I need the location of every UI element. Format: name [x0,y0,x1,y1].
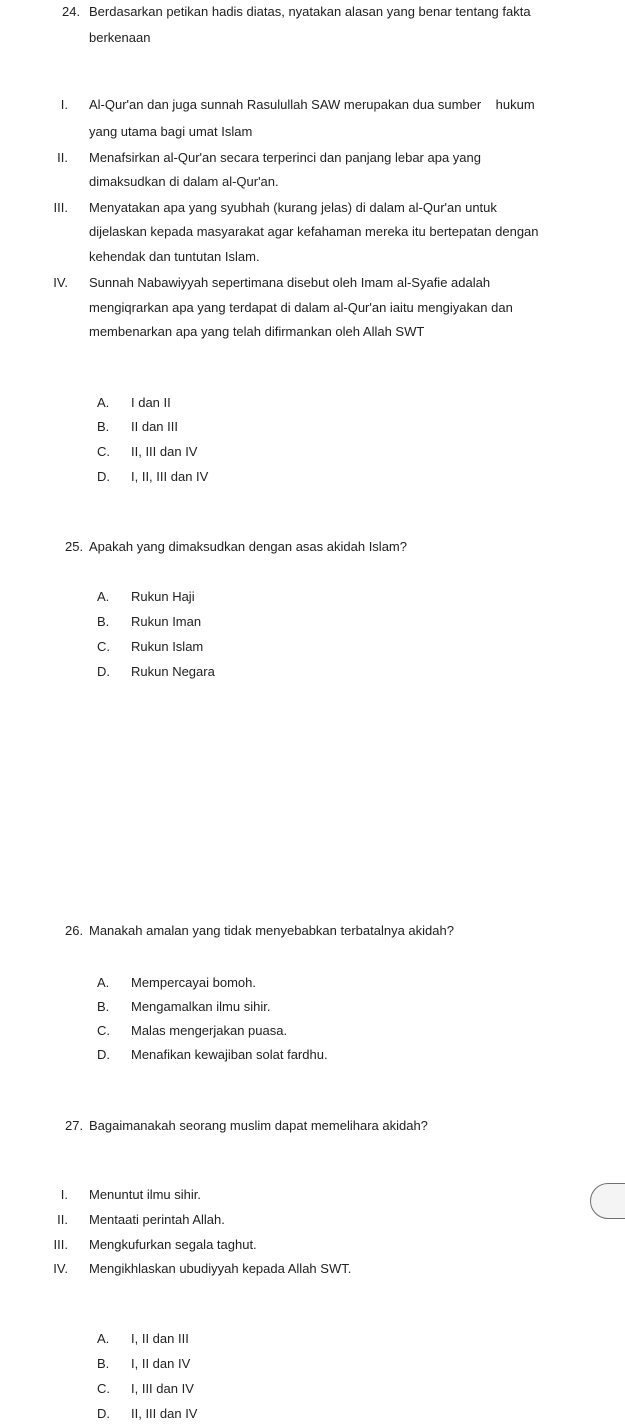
option-letter: D. [97,1047,110,1062]
option-text: Rukun Haji [131,589,195,604]
option-letter: C. [97,1381,110,1396]
statement-text: dimaksudkan di dalam al-Qur'an. [89,174,279,189]
statement-text: Mentaati perintah Allah. [89,1212,225,1227]
statement-number: I. [60,97,68,112]
option-text: Rukun Islam [131,639,204,654]
option-letter: A. [97,975,110,990]
statement-text: kehendak dan tuntutan Islam. [89,249,260,264]
statement-number: I. [60,1187,68,1202]
question-text: Apakah yang dimaksudkan dengan asas akidah Islam? [89,539,407,554]
statement-text: Mengikhlaskan ubudiyyah kepada Allah SWT. [89,1261,352,1276]
statement-text: yang utama bagi umat Islam [89,124,253,139]
question-number: 27. [65,1118,84,1133]
question-number: 24. [62,4,81,19]
side-scroll-tab[interactable] [590,1183,625,1219]
option-text: Rukun Negara [131,664,215,679]
option-letter: A. [97,395,110,410]
statement-number: II. [57,150,68,165]
statement-text: mengiqrarkan apa yang terdapat di dalam al-Qur'an iaitu mengiyakan dan [89,300,513,315]
option-text: Menafikan kewajiban solat fardhu. [131,1047,328,1062]
question-number: 26. [65,923,84,938]
option-text: II dan III [131,419,178,434]
question-text: Bagaimanakah seorang muslim dapat memelihara akidah? [89,1118,428,1133]
statement-text: Al-Qur'an dan juga sunnah Rasulullah SAW merupakan dua sumber hukum [89,97,535,112]
option-letter: B. [97,1356,110,1371]
option-letter: B. [97,999,110,1014]
option-text: Rukun Iman [131,614,202,629]
statement-text: Mengkufurkan segala taghut. [89,1237,257,1252]
option-letter: C. [97,444,110,459]
statement-text: dijelaskan kepada masyarakat agar kefahaman mereka itu bertepatan dengan [89,224,539,239]
option-letter: C. [97,639,110,654]
question-number: 25. [65,539,84,554]
option-text: Mempercayai bomoh. [131,975,256,990]
option-letter: A. [97,1331,110,1346]
question-text: berkenaan [89,30,151,45]
option-text: II, III dan IV [131,1406,198,1421]
statement-text: Menafsirkan al-Qur'an secara terperinci dan panjang lebar apa yang [89,150,481,165]
statement-text: membenarkan apa yang telah difirmankan oleh Allah SWT [89,324,425,339]
question-text: Berdasarkan petikan hadis diatas, nyatakan alasan yang benar tentang fakta [89,4,531,19]
option-letter: C. [97,1023,110,1038]
option-text: I dan II [131,395,171,410]
option-letter: D. [97,664,110,679]
option-text: I, II, III dan IV [131,469,209,484]
option-letter: A. [97,589,110,604]
statement-text: Sunnah Nabawiyyah sepertimana disebut oleh Imam al-Syafie adalah [89,275,491,290]
statement-number: III. [53,200,68,215]
option-letter: D. [97,469,110,484]
option-text: Malas mengerjakan puasa. [131,1023,288,1038]
option-letter: D. [97,1406,110,1421]
option-letter: B. [97,419,110,434]
statement-text: Menuntut ilmu sihir. [89,1187,201,1202]
option-letter: B. [97,614,110,629]
option-text: I, III dan IV [131,1381,194,1396]
option-text: I, II dan III [131,1331,189,1346]
statement-number: II. [57,1212,68,1227]
statement-number: IV. [53,1261,68,1276]
option-text: I, II dan IV [131,1356,191,1371]
option-text: II, III dan IV [131,444,198,459]
option-text: Mengamalkan ilmu sihir. [131,999,271,1014]
statement-number: IV. [53,275,68,290]
statement-text: Menyatakan apa yang syubhah (kurang jelas) di dalam al-Qur'an untuk [89,200,497,215]
statement-number: III. [53,1237,68,1252]
question-text: Manakah amalan yang tidak menyebabkan terbatalnya akidah? [89,923,454,938]
